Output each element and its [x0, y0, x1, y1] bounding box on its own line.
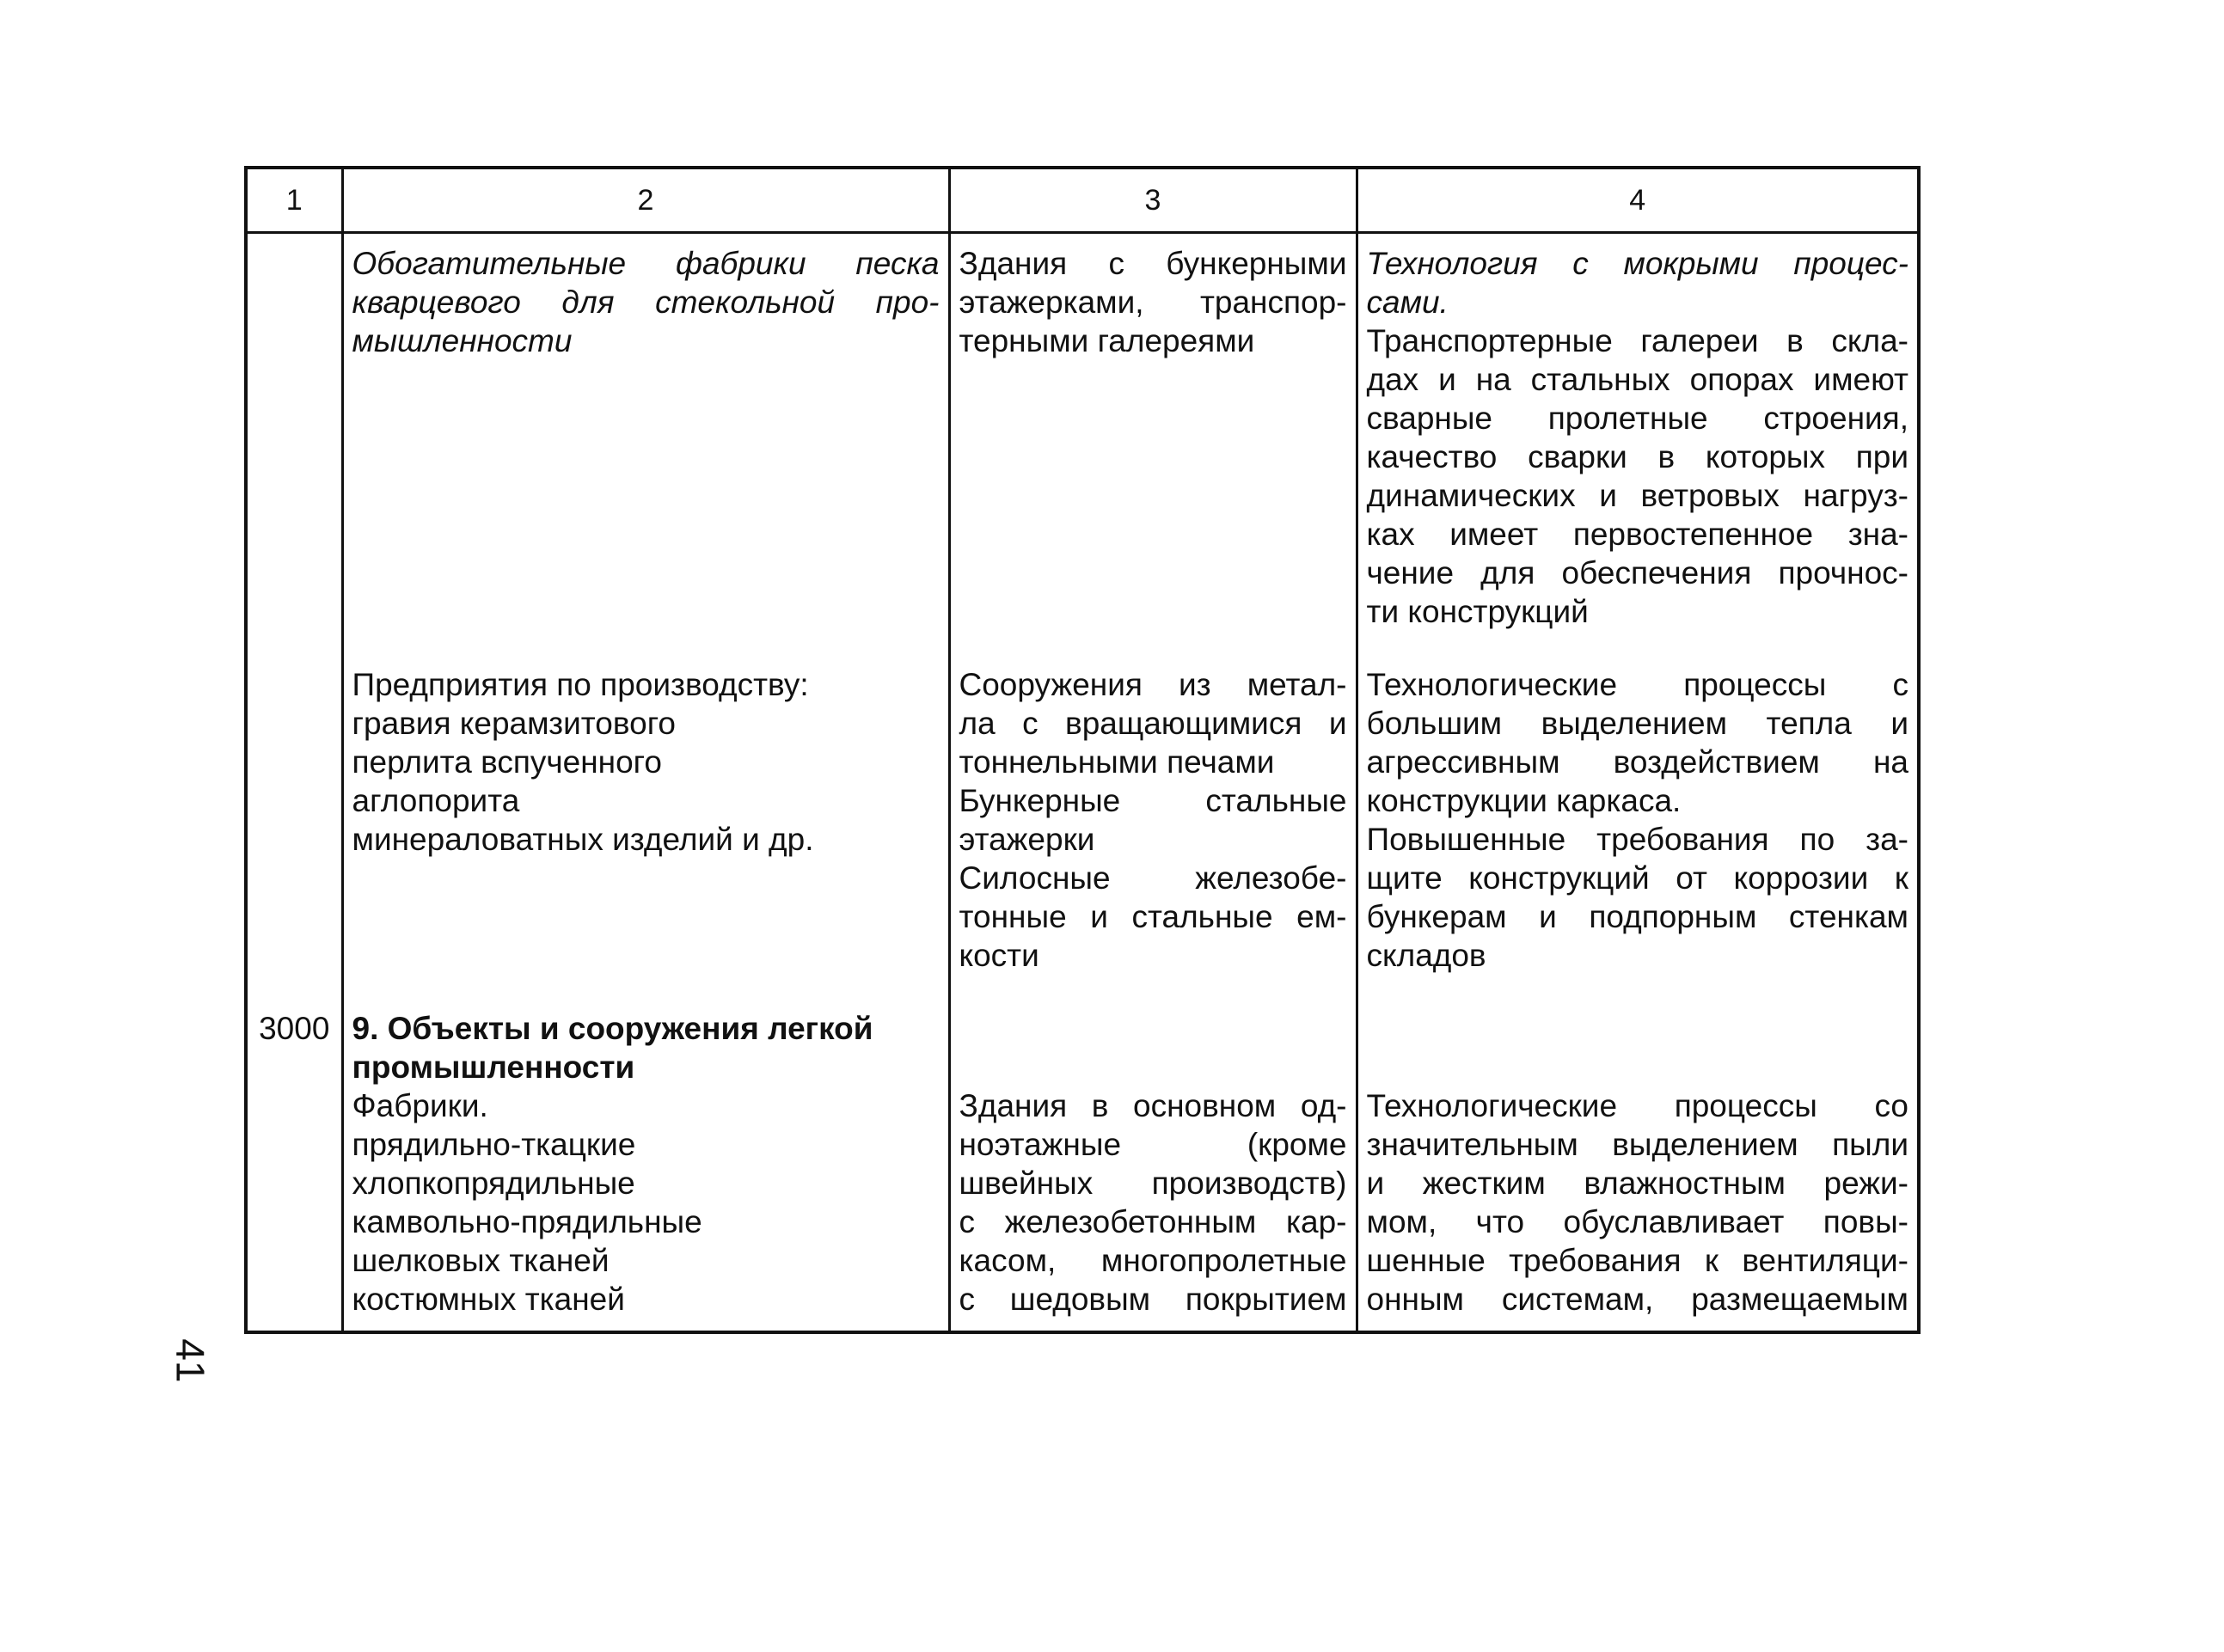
text-line: динамических и ветровых нагруз-	[1366, 478, 1908, 513]
text-line: с шедовым покрытием	[959, 1282, 1347, 1317]
structures-cell	[949, 665, 1357, 975]
text-line: Повышенные требования по за-	[1366, 822, 1908, 857]
code-cell: 3000	[246, 1009, 342, 1332]
text-line: минераловатных изделий и др.	[352, 822, 814, 857]
object-cell	[342, 233, 949, 632]
section-heading: промышленности	[352, 1049, 635, 1085]
text-line: шелковых тканей	[352, 1243, 610, 1278]
text-line: с железобетонным кар-	[959, 1204, 1347, 1239]
text-line: Фабрики.	[352, 1088, 488, 1123]
text-line: костюмных тканей	[352, 1282, 625, 1317]
text-line: мышленности	[352, 323, 573, 358]
text-line: хлопкопрядильные	[352, 1166, 635, 1201]
text-line: Технологические процессы со	[1366, 1088, 1908, 1123]
text-line: Обогатительные фабрики песка	[352, 246, 940, 281]
text-line: Бункерные стальные	[959, 783, 1347, 818]
section-heading: 9. Объекты и сооружения легкой	[352, 1011, 873, 1046]
text-line: бункерам и подпорным стенкам	[1366, 899, 1908, 934]
page-number: 41	[168, 1338, 213, 1383]
text-line: онным системам, размещаемым	[1366, 1282, 1908, 1317]
features-cell	[1357, 665, 1919, 975]
object-cell	[342, 665, 949, 975]
text-line: шенные требования к вентиляци-	[1366, 1243, 1908, 1278]
text-line: аглопорита	[352, 783, 520, 818]
text-line: этажерки	[959, 822, 1095, 857]
row-spacer	[246, 975, 1919, 1009]
object-cell	[342, 1009, 949, 1332]
table-row	[246, 1009, 1919, 1332]
row-spacer	[246, 631, 1919, 665]
text-line: дах и на стальных опорах имеют	[1366, 362, 1908, 397]
text-line: ти конструкций	[1366, 594, 1589, 629]
text-line: тонные и стальные ем-	[959, 899, 1347, 934]
text-line: перлита вспученного	[352, 744, 662, 780]
text-line: сами.	[1366, 285, 1449, 320]
text-line: терными галереями	[959, 323, 1255, 358]
text-line: мом, что обуславливает повы-	[1366, 1204, 1908, 1239]
text-line: гравия керамзитового	[352, 706, 676, 741]
document-table	[244, 166, 1921, 1334]
text-line: прядильно-ткацкие	[352, 1127, 636, 1162]
text-line: сварные пролетные строения,	[1366, 401, 1908, 436]
text-line: агрессивным воздействием на	[1366, 744, 1908, 780]
features-cell	[1357, 1009, 1919, 1332]
text-line: швейных производств)	[959, 1166, 1347, 1201]
text-line: кости	[959, 938, 1039, 973]
text-line: тоннельными печами	[959, 744, 1275, 780]
table-row	[246, 233, 1919, 632]
column-header-2: 2	[342, 168, 949, 233]
structures-cell	[949, 1009, 1357, 1332]
text-line: кварцевого для стекольной про-	[352, 285, 940, 320]
column-header-1: 1	[246, 168, 342, 233]
code-cell	[246, 665, 342, 975]
features-cell	[1357, 233, 1919, 632]
text-line: и жестким влажностным режи-	[1366, 1166, 1908, 1201]
text-line: чение для обеспечения прочнос-	[1366, 555, 1908, 590]
text-line: Технологические процессы с	[1366, 667, 1908, 702]
text-line: качество сварки в которых при	[1366, 439, 1908, 474]
text-line: касом, многопролетные	[959, 1243, 1347, 1278]
structures-cell	[949, 233, 1357, 632]
text-line: ках имеет первостепенное зна-	[1366, 517, 1908, 552]
text-line: щите конструкций от коррозии к	[1366, 860, 1908, 896]
text-line: складов	[1366, 938, 1486, 973]
text-line: Транспортерные галереи в скла-	[1366, 323, 1908, 358]
text-line: конструкции каркаса.	[1366, 783, 1682, 818]
text-line: Сооружения из метал-	[959, 667, 1347, 702]
text-line: камвольно-прядильные	[352, 1204, 702, 1239]
column-header-4: 4	[1357, 168, 1919, 233]
text-line: ла с вращающимися и	[959, 706, 1347, 741]
code-cell	[246, 233, 342, 632]
text-line: значительным выделением пыли	[1366, 1127, 1908, 1162]
text-line: ноэтажные (кроме	[959, 1127, 1347, 1162]
table-row	[246, 665, 1919, 975]
text-line: Технология с мокрыми процес-	[1366, 246, 1908, 281]
text-line: этажерками, транспор-	[959, 285, 1347, 320]
text-line: Здания с бункерными	[959, 246, 1347, 281]
column-header-3: 3	[949, 168, 1357, 233]
text-line: Здания в основном од-	[959, 1088, 1347, 1123]
text-line: большим выделением тепла и	[1366, 706, 1908, 741]
text-line: Предприятия по производству:	[352, 667, 809, 702]
text-line: Силосные железобе-	[959, 860, 1347, 896]
header-row	[246, 168, 1919, 233]
